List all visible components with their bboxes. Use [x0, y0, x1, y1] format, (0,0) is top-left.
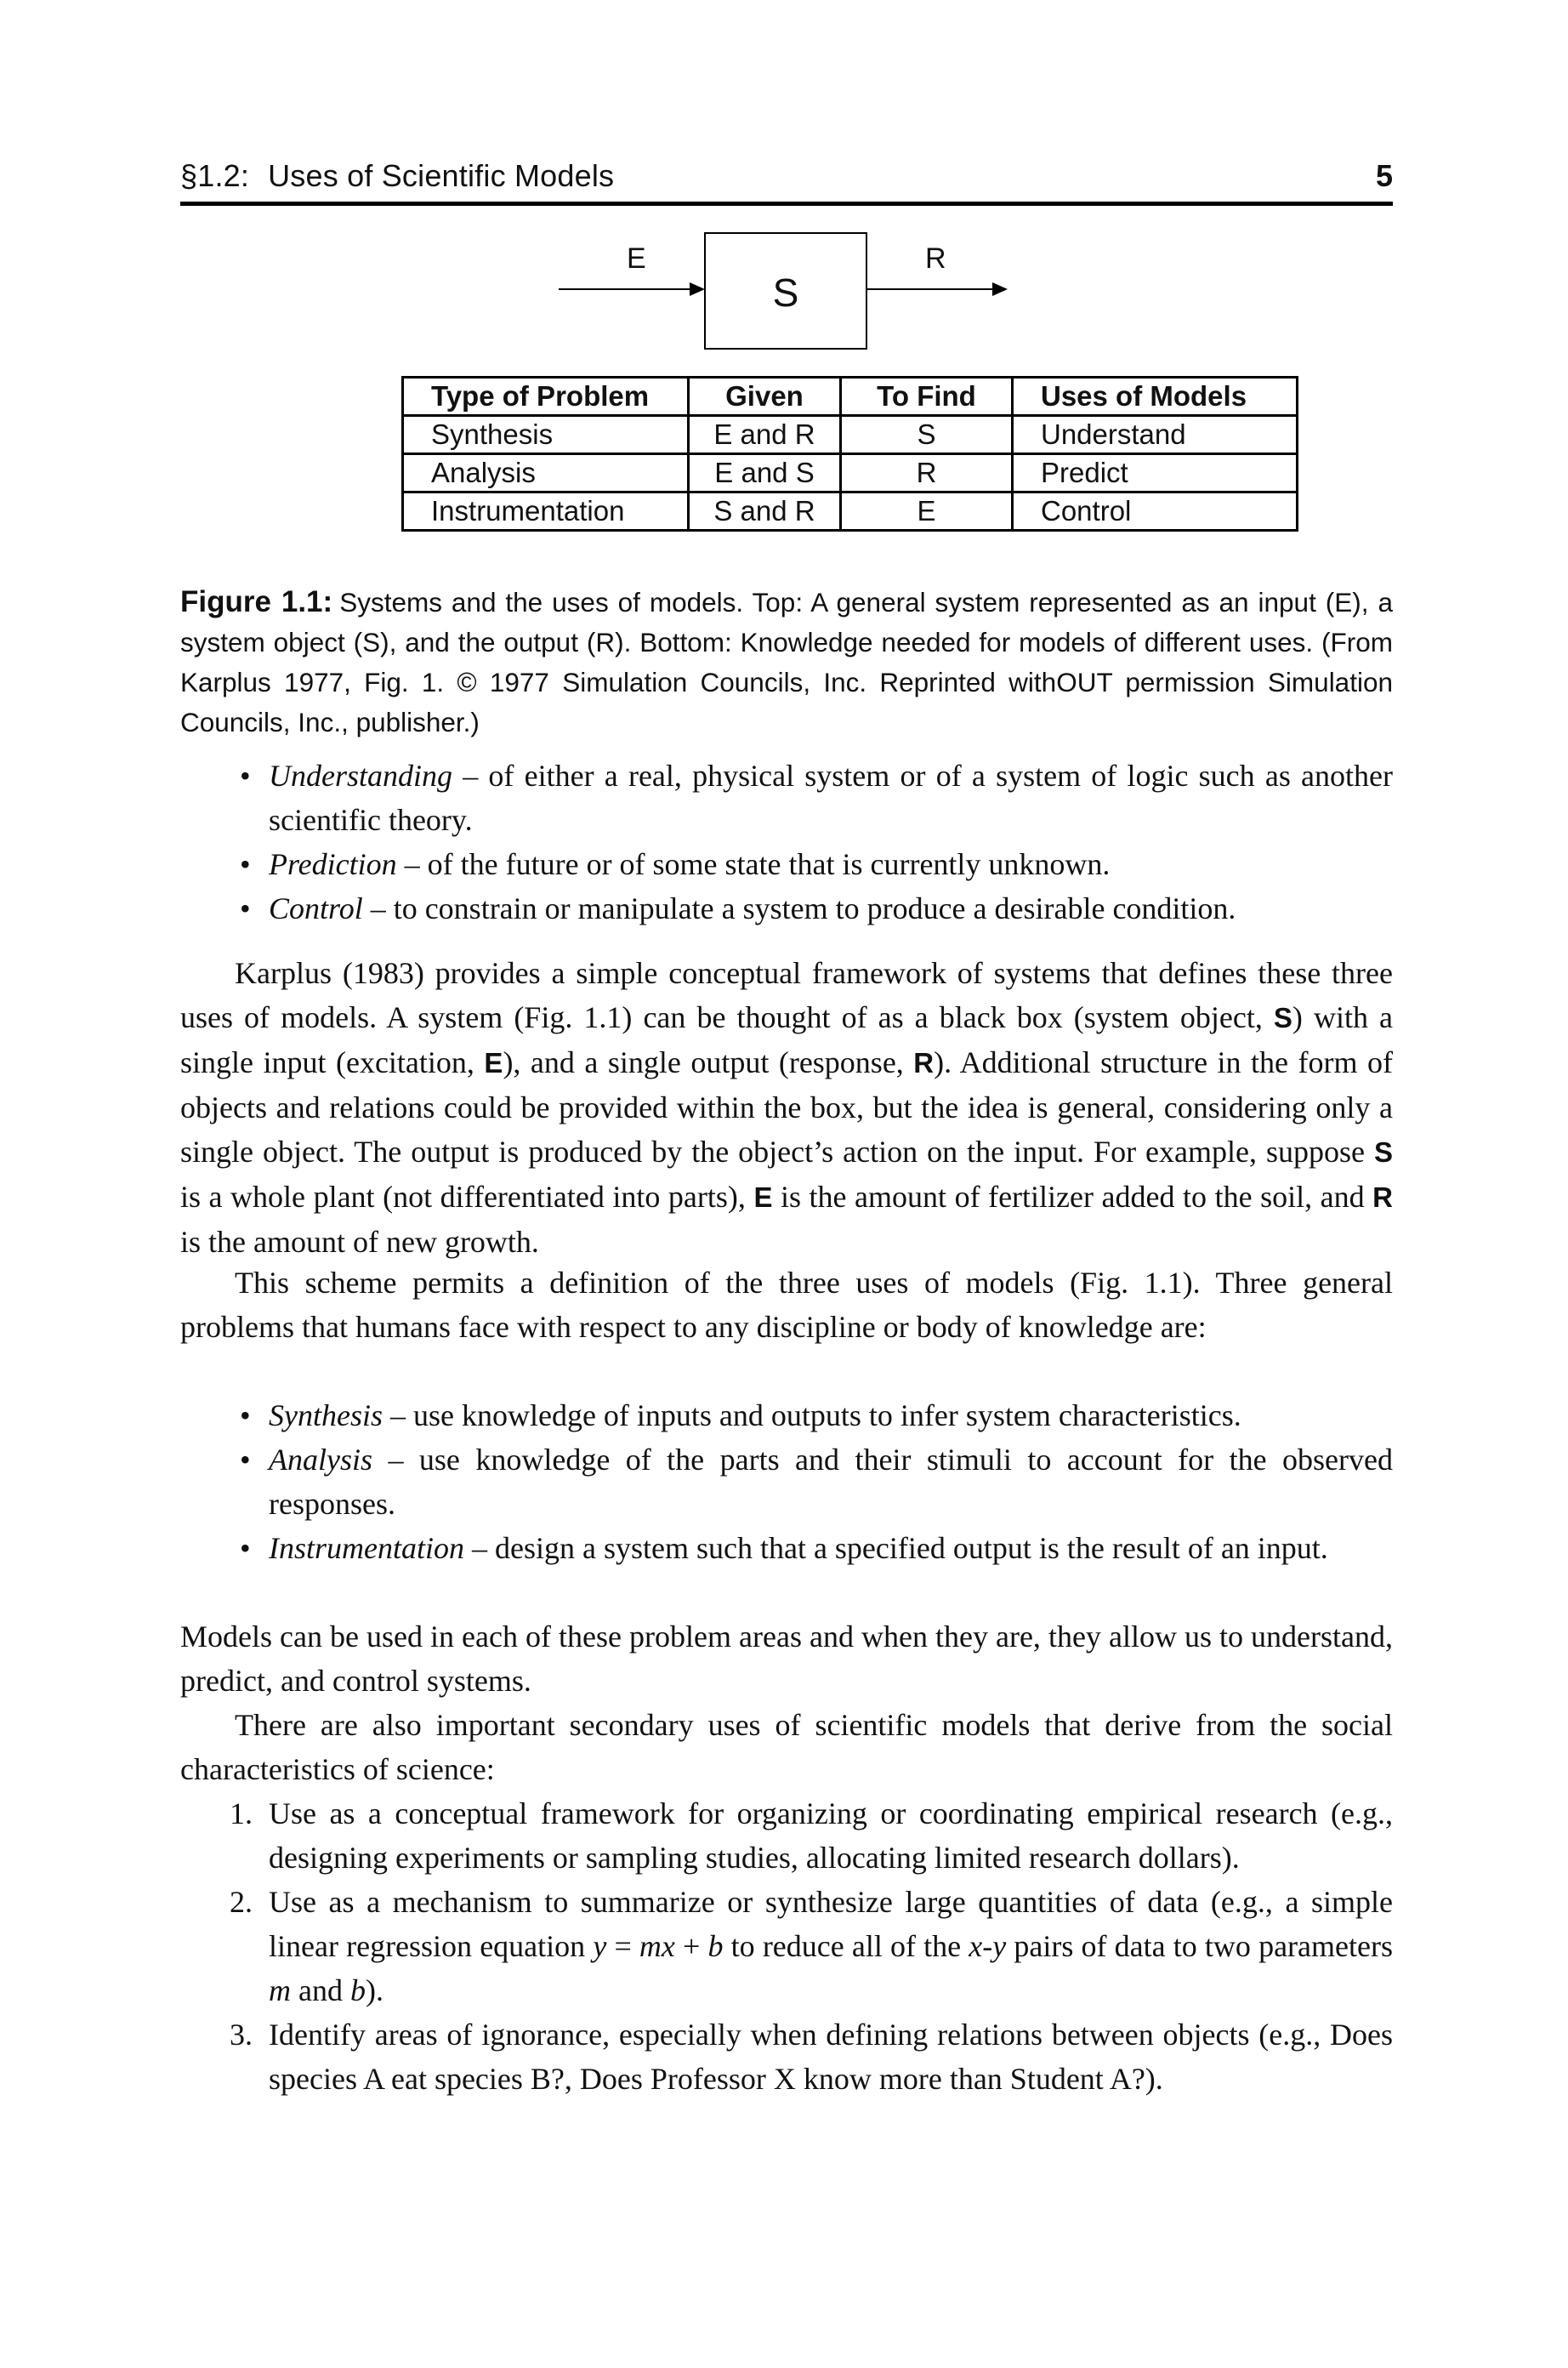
- text-run: Use as a mechanism to summarize or synthesize large quantities of data (e.g., a simple linear regression equation: [269, 1885, 1393, 1963]
- paragraph-karplus: [180, 951, 1393, 1264]
- output-arrow-head-icon: [992, 282, 1008, 296]
- paragraph-scheme: This scheme permits a definition of the three uses of models (Fig. 1.1). Three general problems that humans face with respect to any discipline or body of knowledge are:: [180, 1266, 1393, 1344]
- list-term: Understanding: [269, 759, 452, 793]
- paragraph-models: Models can be used in each of these problem areas and when they are, they allow us to understand, predict, and control systems.: [180, 1619, 1393, 1698]
- list-term: Instrumentation: [269, 1531, 464, 1565]
- paragraph-secondary: There are also important secondary uses of scientific models that derive from the social characteristics of science:: [180, 1708, 1393, 1786]
- text-run: to reduce all of the: [723, 1929, 969, 1963]
- text-run: is the amount of fertilizer added to the soil, and: [772, 1180, 1373, 1214]
- symbol-s: S: [1273, 1002, 1292, 1033]
- page-number: 5: [1375, 158, 1393, 193]
- symbol-e: E: [753, 1181, 773, 1213]
- math-var: y: [593, 1929, 607, 1963]
- list-item: [180, 1791, 1393, 1880]
- section-title: Uses of Scientific Models: [268, 158, 615, 193]
- list-text: – to constrain or manipulate a system to produce a desirable condition.: [362, 891, 1236, 925]
- caption-text: Systems and the uses of models. Top: A general system represented as an input (E), a system object (S), and the output (R). Bottom: Knowledge needed for models of different uses. (From Karplus 1977, Fig. 1. © 1977 Simulation Councils, Inc. Reprinted withOUT permission Simulation Councils, Inc., publisher.): [180, 586, 1393, 737]
- list-item: [180, 1526, 1393, 1570]
- math-var: b: [349, 1973, 366, 2007]
- output-label: R: [925, 242, 946, 275]
- bullet-icon: •: [240, 1531, 251, 1565]
- text-run: is the amount of new growth.: [180, 1225, 539, 1259]
- col-header-uses: Uses of Models: [1013, 378, 1298, 416]
- list-text: Use as a conceptual framework for organizing or coordinating empirical research (e.g., designing experiments or sampling studies, allocating limited research dollars).: [269, 1796, 1393, 1875]
- list-term: Analysis: [269, 1443, 372, 1477]
- list-item: [180, 1393, 1393, 1437]
- section-heading: [180, 158, 614, 194]
- list-item: [180, 754, 1393, 842]
- list-term: Prediction: [269, 847, 397, 881]
- list-text: – of either a real, physical system or of a system of logic such as another scientific theory.: [269, 759, 1393, 837]
- text-run: pairs of data to two parameters: [1006, 1929, 1393, 1963]
- text-run: Karplus (1983) provides a simple conceptual framework of systems that defines these three uses of models. A system (Fig. 1.1) can be thought of as a black box (system object,: [180, 956, 1393, 1034]
- cell-type: Synthesis: [403, 416, 689, 454]
- list-term: Synthesis: [269, 1398, 383, 1432]
- text-run: is a whole plant (not differentiated into parts),: [180, 1180, 754, 1214]
- symbol-r: R: [1372, 1181, 1393, 1213]
- col-header-type: Type of Problem: [403, 378, 689, 416]
- list-item: [180, 1880, 1393, 2012]
- output-arrow-line: [866, 288, 993, 290]
- math-var: mx: [639, 1929, 675, 1963]
- list-item: [180, 2012, 1393, 2101]
- header-rule: [180, 202, 1393, 206]
- math-op: +: [674, 1929, 708, 1963]
- item-number: 1.: [230, 1796, 253, 1830]
- cell-to-find: E: [841, 492, 1013, 531]
- bullet-icon: •: [240, 1398, 251, 1432]
- list-text: Identify areas of ignorance, especially when defining relations between objects (e.g., Does species A eat species B?, Does Professor X know more than Student A?).: [269, 2018, 1393, 2096]
- table-row: [403, 492, 1298, 531]
- bullet-icon: •: [240, 847, 251, 881]
- col-header-to-find: To Find: [841, 378, 1013, 416]
- item-number: 2.: [230, 1885, 253, 1919]
- system-box: [704, 232, 867, 350]
- table-row: [403, 454, 1298, 492]
- list-item: [180, 886, 1393, 931]
- symbol-r: R: [913, 1047, 935, 1079]
- cell-type: Instrumentation: [403, 492, 689, 531]
- table-row: [403, 416, 1298, 454]
- figure-label: Figure 1.1:: [180, 584, 333, 618]
- list-text: – design a system such that a specified output is the result of an input.: [464, 1531, 1328, 1565]
- cell-to-find: S: [841, 416, 1013, 454]
- math-var: b: [707, 1929, 724, 1963]
- cell-use: Control: [1013, 492, 1298, 531]
- cell-type: Analysis: [403, 454, 689, 492]
- list-term: Control: [269, 891, 363, 925]
- cell-given: S and R: [689, 492, 841, 531]
- input-arrow-head-icon: [690, 282, 705, 296]
- section-number: §1.2:: [180, 158, 250, 193]
- system-label: S: [772, 270, 799, 315]
- math-var: x-y: [969, 1929, 1007, 1963]
- math-var: m: [269, 1973, 291, 2007]
- bullet-icon: •: [240, 759, 251, 793]
- input-label: E: [627, 242, 646, 275]
- list-text: – use knowledge of the parts and their stimuli to account for the observed responses.: [269, 1443, 1393, 1521]
- list-text: – of the future or of some state that is currently unknown.: [396, 847, 1111, 881]
- table-header-row: [403, 378, 1298, 416]
- cell-given: E and S: [689, 454, 841, 492]
- item-number: 3.: [230, 2018, 253, 2052]
- symbol-e: E: [484, 1047, 503, 1079]
- list-text: – use knowledge of inputs and outputs to infer system characteristics.: [382, 1398, 1241, 1432]
- list-item: [180, 842, 1393, 886]
- cell-given: E and R: [689, 416, 841, 454]
- uses-table: [401, 376, 1298, 532]
- problems-list: [180, 1393, 1393, 1570]
- list-item: [180, 1437, 1393, 1526]
- bullet-icon: •: [240, 1443, 251, 1477]
- text-run: ), and a single output (response,: [503, 1045, 914, 1079]
- text-run: ). Additional structure in the form of objects and relations could be provided within the box, but the idea is general, considering only a single object. The output is produced by the object’s action on the input. For example, suppose: [180, 1045, 1393, 1169]
- text-run: ) with a single input (excitation,: [180, 1000, 1394, 1079]
- input-arrow-line: [559, 288, 690, 290]
- cell-to-find: R: [841, 454, 1013, 492]
- cell-use: Predict: [1013, 454, 1298, 492]
- symbol-s: S: [1373, 1136, 1393, 1168]
- math-op: =: [606, 1929, 639, 1963]
- secondary-uses-list: [180, 1791, 1393, 2101]
- figure-caption: [180, 582, 1393, 743]
- text-run: ).: [365, 1973, 383, 2007]
- cell-use: Understand: [1013, 416, 1298, 454]
- col-header-given: Given: [689, 378, 841, 416]
- running-head: [180, 158, 1393, 192]
- bullet-icon: •: [240, 891, 251, 925]
- text-run: and: [291, 1973, 350, 2007]
- uses-list: [180, 754, 1393, 931]
